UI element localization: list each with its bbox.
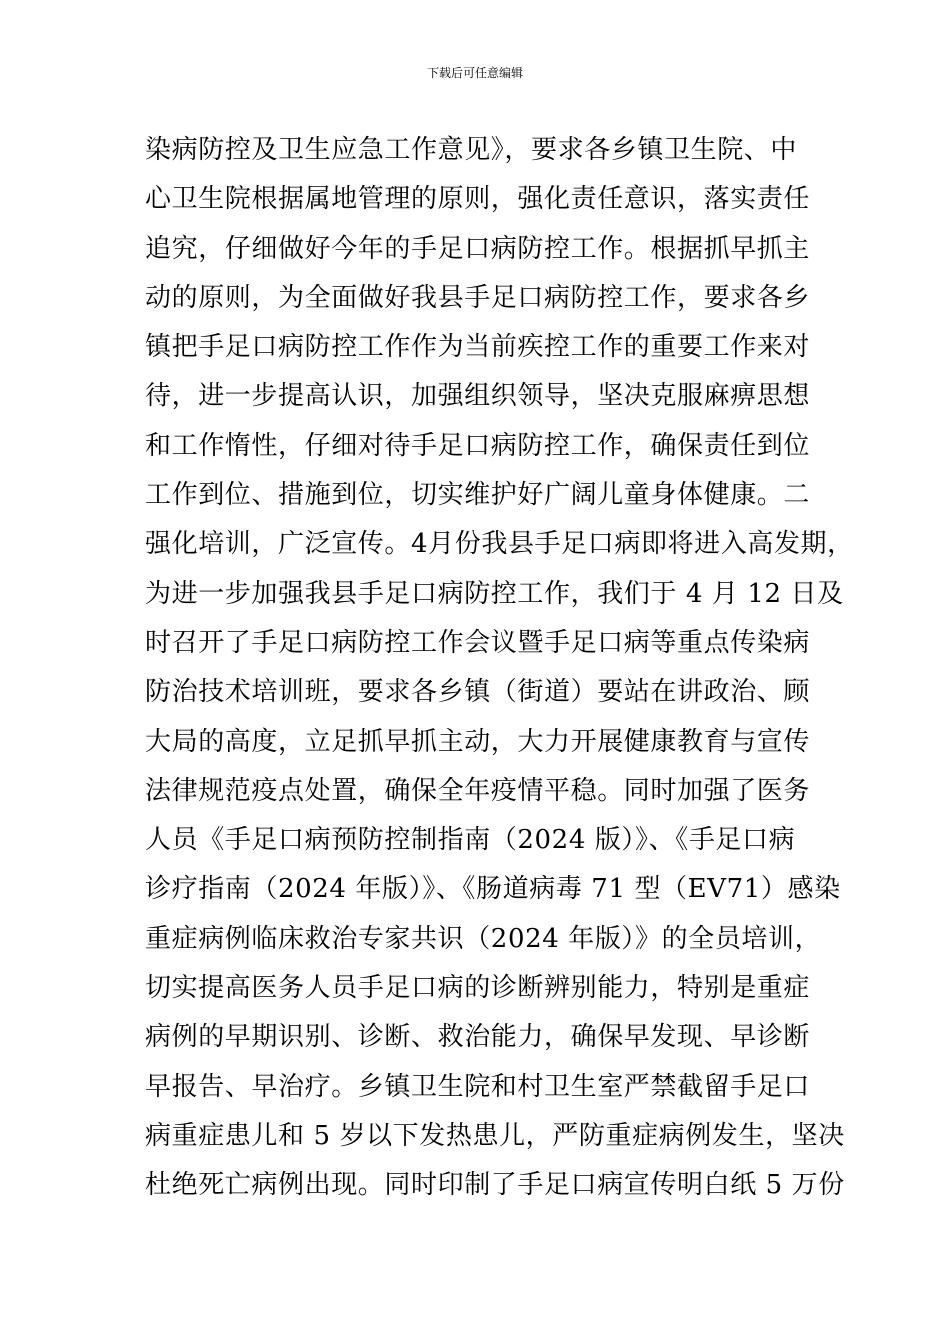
text-line: 待，进一步提高认识，加强组织领导，坚决克服麻痹思想 [145, 381, 811, 412]
text-line: 为进一步加强我县手足口病防控工作，我们于 4 月 12 日及 [145, 578, 844, 609]
text-line: 心卫生院根据属地管理的原则，强化责任意识，落实责任 [145, 184, 811, 215]
text-line: 诊疗指南（2024 年版）》、《肠道病毒 71 型（EV71）感染 [145, 874, 841, 905]
text-line: 追究，仔细做好今年的手足口病防控工作。根据抓早抓主 [145, 233, 811, 264]
text-line: 防治技术培训班，要求各乡镇（街道）要站在讲政治、顾 [145, 677, 811, 708]
text-line: 镇把手足口病防控工作作为当前疾控工作的重要工作来对 [145, 332, 811, 363]
text-line: 杜绝死亡病例出现。同时印制了手足口病宣传明白纸 5 万份 [145, 1170, 845, 1201]
text-line: 强化培训，广泛宣传。4月份我县手足口病即将进入高发期， [145, 529, 854, 560]
text-line: 时召开了手足口病防控工作会议暨手足口病等重点传染病 [145, 627, 811, 658]
body-text [145, 126, 854, 1211]
text-line: 人员《手足口病预防控制指南（2024 版）》、《手足口病 [145, 825, 796, 856]
text-line: 重症病例临床救治专家共识（2024 年版）》的全员培训， [145, 923, 822, 954]
page-header: 下载后可任意编辑 [426, 66, 523, 80]
text-line: 病例的早期识别、诊断、救治能力，确保早发现、早诊断 [145, 1022, 811, 1053]
text-line: 早报告、早治疗。乡镇卫生院和村卫生室严禁截留手足口 [145, 1071, 811, 1102]
text-line: 工作到位、措施到位，切实维护好广阔儿童身体健康。二 [145, 480, 811, 511]
text-line: 动的原则，为全面做好我县手足口病防控工作，要求各乡 [145, 282, 811, 313]
text-line: 法律规范疫点处置，确保全年疫情平稳。同时加强了医务 [145, 775, 811, 806]
text-line: 切实提高医务人员手足口病的诊断辨别能力，特别是重症 [145, 973, 811, 1004]
text-line: 病重症患儿和 5 岁以下发热患儿，严防重症病例发生，坚决 [145, 1120, 845, 1151]
text-line: 大局的高度，立足抓早抓主动，大力开展健康教育与宣传 [145, 726, 811, 757]
text-line: 染病防控及卫生应急工作意见》，要求各乡镇卫生院、中 [145, 135, 798, 165]
text-line: 和工作惰性，仔细对待手足口病防控工作，确保责任到位 [145, 430, 811, 461]
